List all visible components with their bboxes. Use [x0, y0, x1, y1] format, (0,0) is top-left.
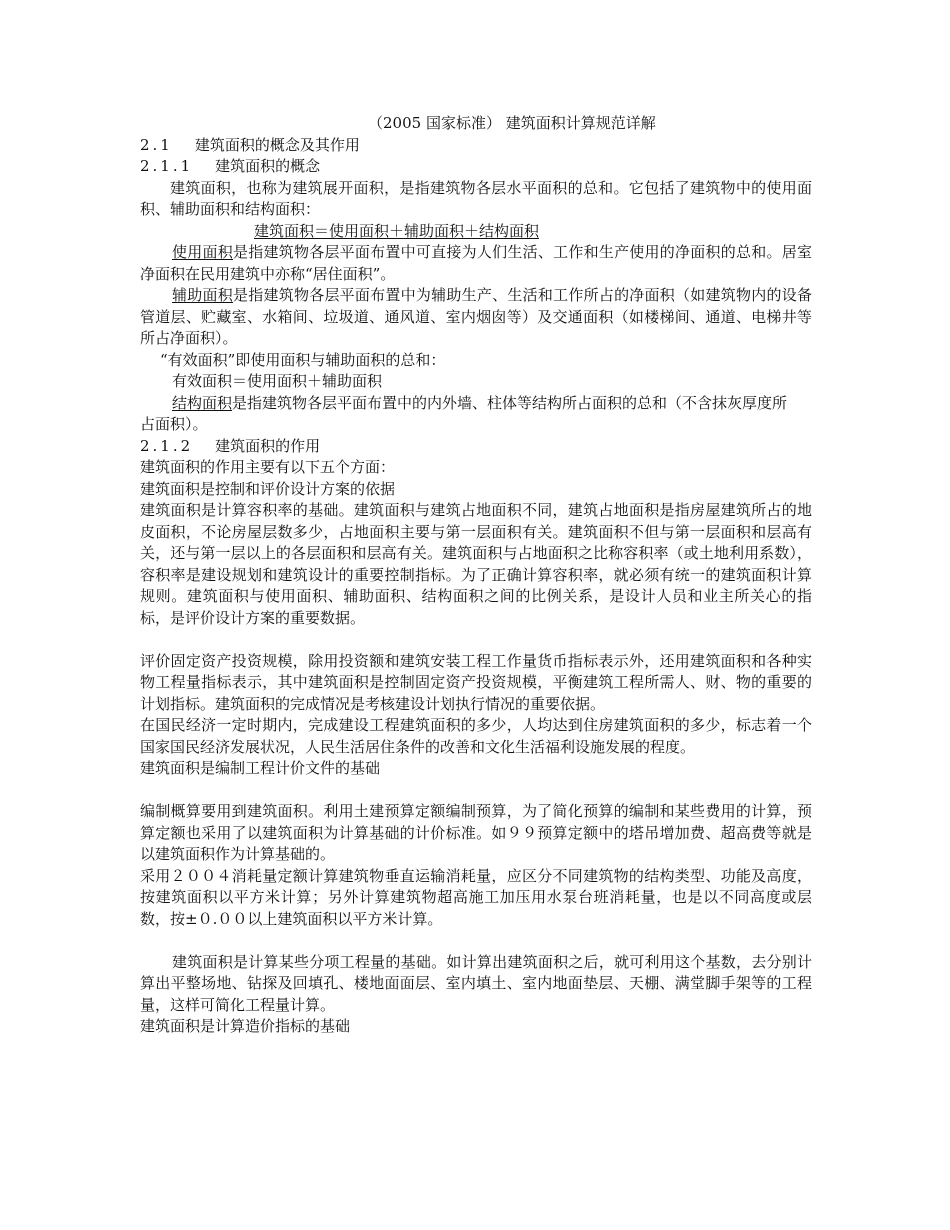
formula-building-area: 建筑面积＝使用面积＋辅助面积＋结构面积 — [254, 221, 540, 240]
section-title: 建筑面积的概念 — [215, 157, 321, 175]
section-number: 2.1 — [140, 135, 173, 154]
paragraph-use-area — [140, 242, 812, 285]
struct-area-text: 是指建筑物各层平面布置中的内外墙、柱体等结构所占面积的总和（不含抹灰厚度所 — [232, 393, 788, 412]
section-title: 建筑面积的作用 — [215, 436, 321, 455]
paragraph-role-3b: 在国民经济一定时期内，完成建设工程建筑面积的多少，人均达到住房建筑面积的多少，标志着一个国家国民经济发展状况，人民生活居住条件的改善和文化生活福利设施发展的程度。 — [140, 716, 812, 756]
paragraph-role-3: 评价固定资产投资规模，除用投资额和建筑安装工程工作量货币指标表示外，还用建筑面积和各种实物工程量指标表示，其中建筑面积是控制固定资产投资规模，平衡建筑工程所需人、财、物的重要的计划指标。建筑面积的完成情况是考核建设计划执行情况的重要依据。 — [140, 651, 812, 713]
paragraph-role-4b: 采用２００４消耗量定额计算建筑物垂直运输消耗量，应区分不同建筑物的结构类型、功能及高度，按建筑面积以平方米计算；另外计算建筑物超高施工加压用水泵台班消耗量，也是以不同高度或层数，按±０.００以上建筑面积以平方米计算。 — [140, 866, 812, 928]
term-use-area: 使用面积 — [172, 243, 233, 261]
term-aux-area: 辅助面积 — [172, 286, 233, 304]
section-heading-2-1-2 — [140, 436, 812, 458]
blank-line — [140, 629, 812, 651]
section-heading-2-1-1 — [140, 156, 812, 178]
blank-line — [140, 780, 812, 802]
role-1-title: 建筑面积是控制和评价设计方案的依据 — [140, 479, 396, 498]
aux-area-text: 是指建筑物各层平面布置中为辅助生产、生活和工作所占的净面积（如建筑物内的设备管道层、贮藏室、水箱间、垃圾道、通风道、室内烟囱等）及交通面积（如楼梯间、通道、电梯井等所占净面积）。 — [140, 286, 812, 347]
role-intro: 建筑面积的作用主要有以下五个方面： — [140, 458, 396, 476]
paragraph-role-5: 建筑面积是计算某些分项工程量的基础。如计算出建筑面积之后，就可利用这个基数，去分别计算出平整场地、钻探及回填孔、楼地面面层、室内填土、室内地面垫层、天棚、满堂脚手架等的工程量，这样可简化工程量计算。 — [140, 952, 812, 1014]
struct-area-text-end: 占面积）。 — [140, 415, 208, 433]
role-6-title: 建筑面积是计算造价指标的基础 — [140, 1017, 351, 1035]
paragraph-definition: 建筑面积，也称为建筑展开面积，是指建筑物各层水平面积的总和。它包括了建筑物中的使用面积、辅助面积和结构面积： — [140, 178, 812, 218]
section-number: 2.1.2 — [140, 436, 194, 455]
section-heading-2-1 — [140, 135, 812, 157]
paragraph-struct-area — [140, 393, 812, 415]
paragraph-role-4: 编制概算要用到建筑面积。利用土建预算定额编制预算，为了简化预算的编制和某些费用的计算，预算定额也采用了以建筑面积为计算基础的计价标准。如９９预算定额中的塔吊增加费、超高费等就是以建筑面积作为计算基础的。 — [140, 802, 812, 863]
section-title: 建筑面积的概念及其作用 — [194, 135, 360, 154]
document-title: （2005 国家标准） 建筑面积计算规范详解 — [368, 114, 656, 132]
formula-effective-area: 有效面积＝使用面积＋辅助面积 — [172, 372, 383, 390]
section-number: 2.1.1 — [140, 157, 194, 175]
role-4-title: 建筑面积是编制工程计价文件的基础 — [140, 759, 381, 777]
blank-line — [140, 930, 812, 952]
effective-area-intro: “有效面积”即使用面积与辅助面积的总和： — [160, 350, 446, 369]
paragraph-role-2: 建筑面积是计算容积率的基础。建筑面积与建筑占地面积不同，建筑占地面积是指房屋建筑所占的地皮面积，不论房屋层数多少，占地面积主要与第一层面积有关。建筑面积不但与第一层面积和层高有关，还与第一层以上的各层面积和层高有关。建筑面积与占地面积之比称容积率（或土地利用系数），容积率是建设规划和建筑设计的重要控制指标。为了正确计算容积率，就必须有统一的建筑面积计算规则。建筑面积与使用面积、辅助面积、结构面积之间的比例关系，是设计人员和业主所关心的指标，是评价设计方案的重要数据。 — [140, 501, 812, 627]
document-page — [140, 113, 812, 1038]
term-struct-area: 结构面积 — [172, 393, 233, 412]
use-area-text: 是指建筑物各层平面布置中可直接为人们生活、工作和生产使用的净面积的总和。居室净面积在民用建筑中亦称“居住面积”。 — [140, 243, 812, 283]
paragraph-aux-area — [140, 285, 812, 350]
